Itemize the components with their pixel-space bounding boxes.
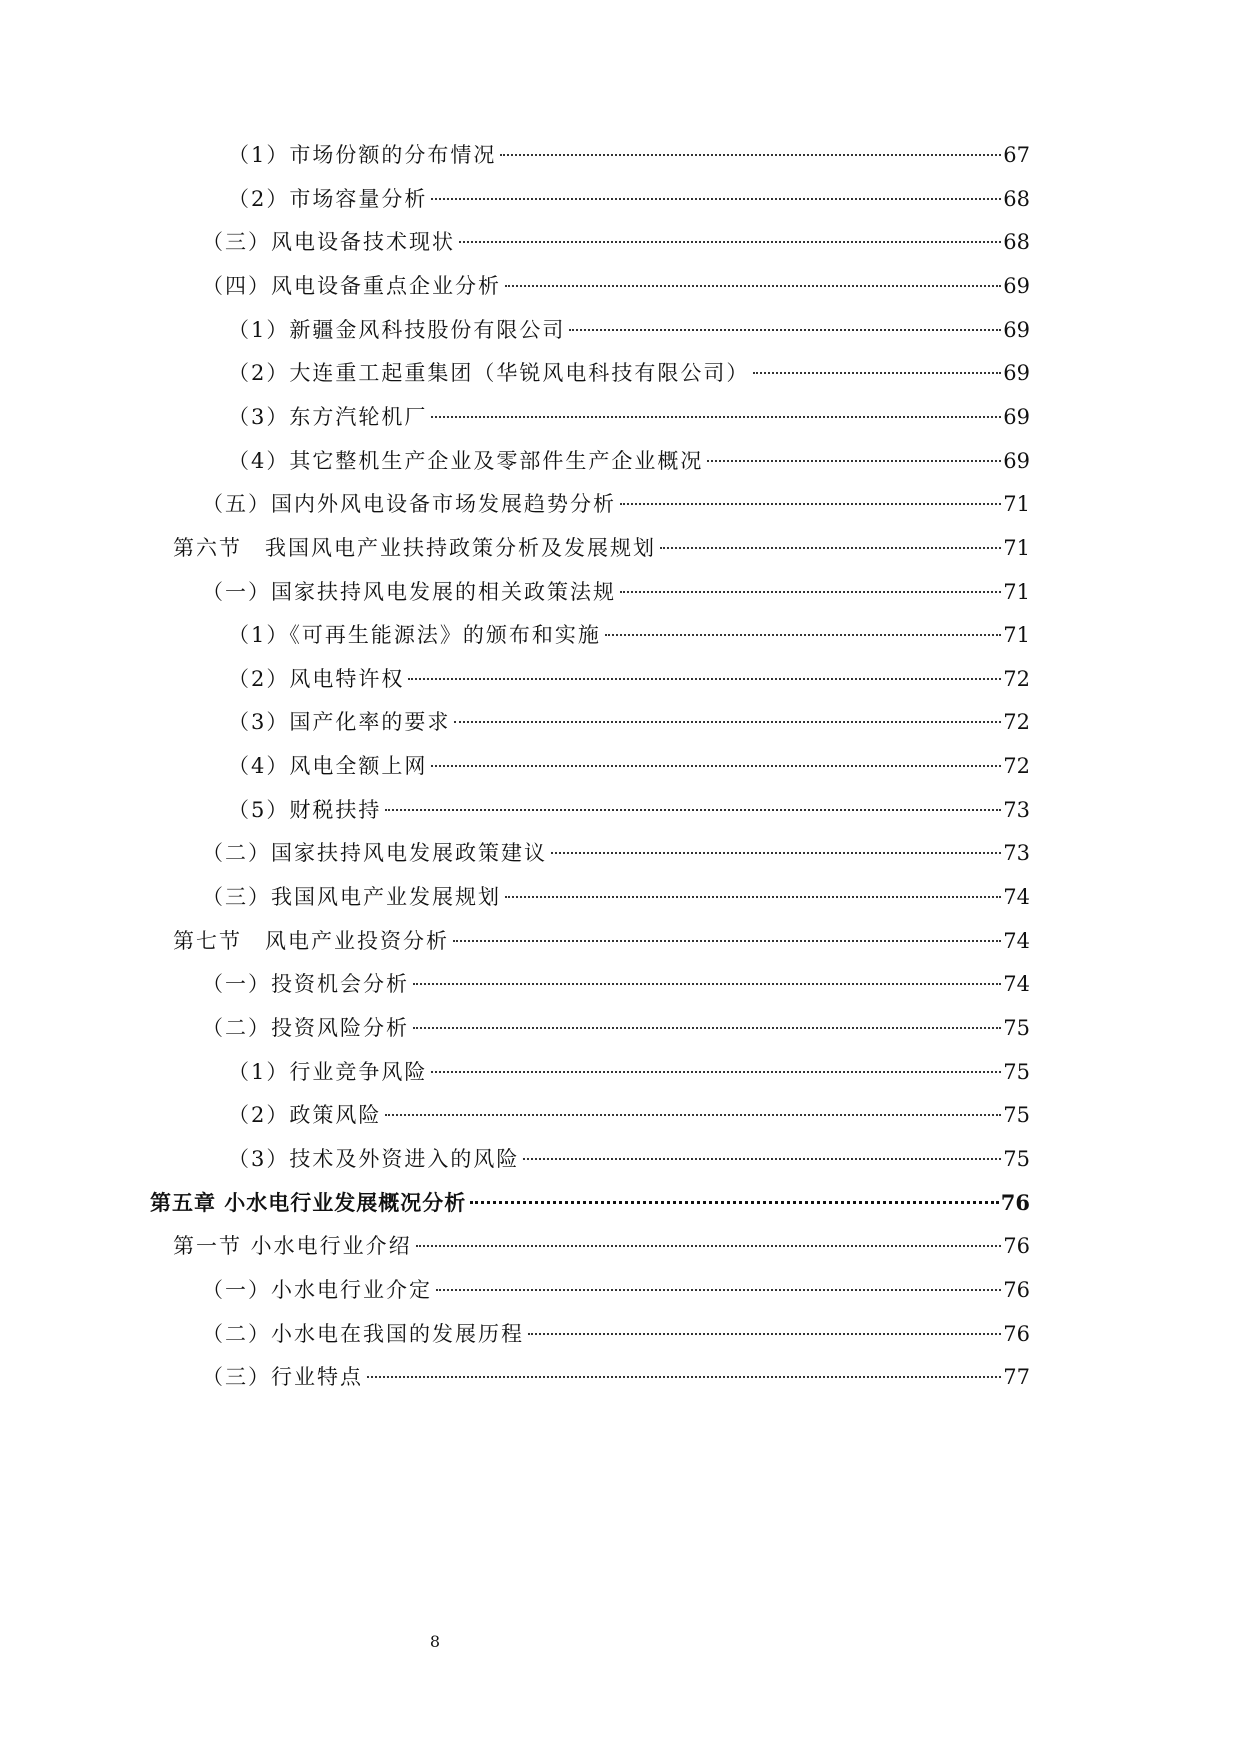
toc-entry-title: （2）政策风险	[228, 1103, 382, 1128]
toc-entry[interactable]	[228, 617, 1030, 653]
toc-entry-page: 76	[1000, 1189, 1030, 1215]
toc-dot-leader	[431, 1071, 1001, 1073]
toc-entry[interactable]	[202, 835, 1030, 871]
toc-entry-page: 72	[1003, 666, 1030, 691]
toc-dot-leader	[569, 329, 1001, 331]
toc-entry[interactable]	[202, 1316, 1030, 1352]
toc-entry-title: （4）风电全额上网	[228, 754, 428, 779]
toc-entry-page: 76	[1003, 1321, 1030, 1346]
toc-entry[interactable]	[202, 486, 1030, 522]
toc-entry-page: 72	[1003, 710, 1030, 735]
toc-dot-leader	[505, 285, 1001, 287]
toc-entry-page: 74	[1003, 928, 1030, 953]
toc-entry[interactable]	[228, 181, 1030, 217]
toc-dot-leader	[500, 154, 1001, 156]
toc-entry-title: （四）风电设备重点企业分析	[202, 273, 501, 298]
toc-dot-leader	[408, 678, 1001, 680]
toc-entry-page: 76	[1003, 1234, 1030, 1259]
toc-entry[interactable]	[150, 1185, 1030, 1221]
toc-dot-leader	[620, 591, 1001, 593]
toc-entry-page: 69	[1003, 317, 1030, 342]
toc-entry-page: 69	[1003, 404, 1030, 429]
toc-dot-leader	[620, 503, 1001, 505]
toc-entry[interactable]	[202, 1359, 1030, 1395]
toc-dot-leader	[605, 634, 1001, 636]
toc-dot-leader	[413, 983, 1001, 985]
toc-entry-title: （1）市场份额的分布情况	[228, 143, 497, 167]
toc-entry-title: （2）风电特许权	[228, 666, 405, 691]
toc-entry[interactable]	[228, 1054, 1030, 1090]
toc-entry-page: 76	[1003, 1277, 1030, 1302]
toc-entry-page: 71	[1003, 579, 1030, 604]
toc-dot-leader	[431, 765, 1001, 767]
toc-entry-title: （2）大连重工起重集团（华锐风电科技有限公司）	[228, 361, 750, 386]
toc-entry-title: （一）国家扶持风电发展的相关政策法规	[202, 579, 616, 604]
toc-entry-page: 72	[1003, 754, 1030, 779]
toc-entry-title: （三）行业特点	[202, 1365, 363, 1390]
toc-entry[interactable]	[202, 966, 1030, 1002]
toc-entry[interactable]	[228, 355, 1030, 391]
toc-entry-title: （2）市场容量分析	[228, 186, 428, 211]
toc-entry-title: （三）风电设备技术现状	[202, 230, 455, 255]
toc-entry-page: 67	[1003, 143, 1030, 167]
toc-entry-title: （二）国家扶持风电发展政策建议	[202, 841, 547, 866]
toc-entry-page: 77	[1003, 1365, 1030, 1390]
toc-entry-page: 74	[1003, 885, 1030, 910]
toc-entry-title: （4）其它整机生产企业及零部件生产企业概况	[228, 448, 704, 473]
toc-entry-page: 69	[1003, 448, 1030, 473]
toc-entry-page: 74	[1003, 972, 1030, 997]
toc-entry[interactable]	[228, 661, 1030, 697]
toc-dot-leader	[470, 1201, 998, 1204]
toc-dot-leader	[459, 241, 1001, 243]
toc-dot-leader	[436, 1289, 1001, 1291]
toc-dot-leader	[413, 1027, 1001, 1029]
toc-entry-title: （3）国产化率的要求	[228, 710, 451, 735]
toc-entry[interactable]	[202, 268, 1030, 304]
toc-entry[interactable]	[228, 137, 1030, 173]
toc-entry[interactable]	[228, 443, 1030, 479]
toc-dot-leader	[753, 372, 1001, 374]
toc-entry-page: 75	[1003, 1103, 1030, 1128]
toc-entry-title: 第五章 小水电行业发展概况分析	[150, 1189, 467, 1215]
toc-entry[interactable]	[202, 574, 1030, 610]
toc-entry[interactable]	[228, 1097, 1030, 1133]
toc-dot-leader	[416, 1245, 1002, 1247]
toc-entry[interactable]	[228, 1141, 1030, 1177]
toc-entry[interactable]	[202, 879, 1030, 915]
toc-entry[interactable]	[202, 1010, 1030, 1046]
toc-dot-leader	[454, 721, 1001, 723]
toc-dot-leader	[707, 460, 1001, 462]
toc-dot-leader	[385, 809, 1001, 811]
toc-entry-page: 71	[1003, 623, 1030, 648]
toc-entry[interactable]	[173, 923, 1030, 959]
toc-dot-leader	[551, 852, 1001, 854]
toc-entry-page: 68	[1003, 230, 1030, 255]
toc-entry[interactable]	[173, 1228, 1030, 1264]
toc-entry-page: 68	[1003, 186, 1030, 211]
toc-entry-title: （二）投资风险分析	[202, 1016, 409, 1040]
toc-entry-title: （1）新疆金风科技股份有限公司	[228, 317, 566, 342]
toc-entry[interactable]	[228, 399, 1030, 435]
toc-entry-title: （1）《可再生能源法》的颁布和实施	[228, 623, 601, 648]
toc-entry-title: 第七节 风电产业投资分析	[173, 928, 449, 953]
toc-entry-page: 69	[1003, 273, 1030, 298]
toc-entry[interactable]	[202, 224, 1030, 260]
toc-dot-leader	[431, 198, 1001, 200]
toc-entry-title: （1）行业竞争风险	[228, 1059, 428, 1084]
page-number: 8	[429, 1632, 441, 1651]
toc-entry[interactable]	[173, 530, 1030, 566]
toc-entry-title: （5）财税扶持	[228, 797, 382, 822]
toc-entry[interactable]	[228, 704, 1030, 740]
toc-entry-title: （五）国内外风电设备市场发展趋势分析	[202, 492, 616, 517]
toc-entry-title: （三）我国风电产业发展规划	[202, 885, 501, 910]
toc-entry-title: 第一节 小水电行业介绍	[173, 1234, 412, 1259]
toc-entry-page: 75	[1003, 1016, 1030, 1040]
toc-dot-leader	[367, 1376, 1001, 1378]
toc-entry-title: 第六节 我国风电产业扶持政策分析及发展规划	[173, 535, 656, 560]
toc-dot-leader	[431, 416, 1001, 418]
toc-entry-title: （3）技术及外资进入的风险	[228, 1146, 520, 1171]
toc-dot-leader	[523, 1158, 1001, 1160]
toc-dot-leader	[660, 547, 1001, 549]
toc-entry[interactable]	[202, 1272, 1030, 1308]
toc-entry-title: （一）小水电行业介定	[202, 1277, 432, 1302]
toc-entry[interactable]	[228, 748, 1030, 784]
toc-entry-page: 75	[1003, 1146, 1030, 1171]
toc-entry-page: 75	[1003, 1059, 1030, 1084]
toc-entry-title: （一）投资机会分析	[202, 972, 409, 997]
toc-dot-leader	[505, 896, 1001, 898]
toc-entry[interactable]	[228, 312, 1030, 348]
toc-dot-leader	[528, 1333, 1001, 1335]
toc-entry-page: 69	[1003, 361, 1030, 386]
toc-entry-page: 71	[1003, 535, 1030, 560]
toc-entry-title: （3）东方汽轮机厂	[228, 404, 428, 429]
toc-entry[interactable]	[228, 792, 1030, 828]
toc-entry-page: 71	[1003, 492, 1030, 517]
toc-entry-page: 73	[1003, 841, 1030, 866]
toc-entry-title: （二）小水电在我国的发展历程	[202, 1321, 524, 1346]
toc-dot-leader	[453, 940, 1001, 942]
toc-entry-page: 73	[1003, 797, 1030, 822]
toc-dot-leader	[385, 1114, 1001, 1116]
